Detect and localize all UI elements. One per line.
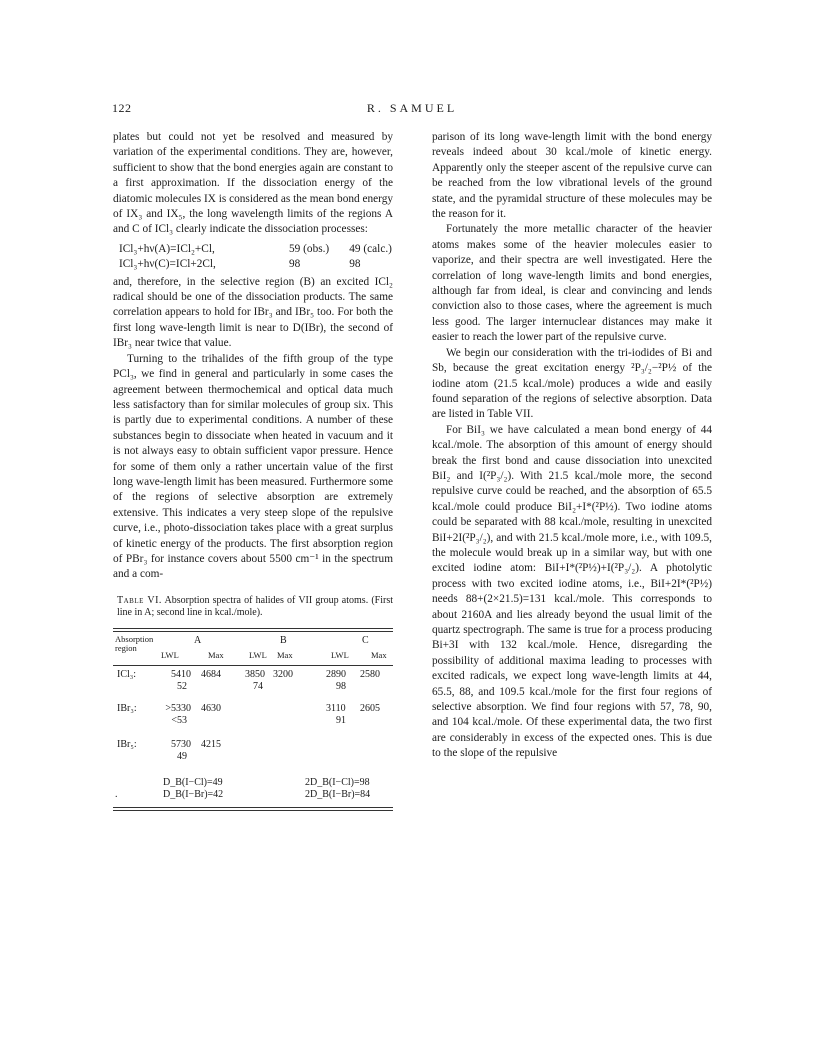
column-header-max: Max — [371, 649, 387, 660]
cell-b-max: 3200 — [273, 668, 293, 680]
equation-calculated: 98 — [349, 258, 361, 271]
footer-formula: D_B(I−Cl)=49 — [163, 776, 223, 788]
footer-bullet: . — [115, 788, 118, 800]
paragraph: For BiI₃ we have calculated a mean bond energy of 44 kcal./mole. The absorption of this amount of energy should break the first bond and cause dissociation into unexcited BiI₂ and I(²P₃/₂). With 21.5 kcal./mole more, the second repulsive curve could be reached, and the absorption of 65.5 kcal./mole could produce BiI₂+I*(²P½). Two iodine atoms could be separated with 88 kcal./mole, resulting in unexcited BiI+2I(²P₃/₂), and with 21.5 kcal./mole more, i.e., with 109.5, the molecule would break up in a similar way, but with one excited iodine atom: BiI+I*(²P½)+I(²P₃/₂). A photolytic process with two excited iodine atoms, i.e., BiI+2I*(²P½) needs 88+(2×21.5)=131 kcal./mole. This corresponds to about 2160A and lies already beyond the usual limit of the quartz spectrograph. The same is true for a process producing Bi+3I with 132 kcal./mole. Hence, disregarding the possibility of additional maxima leading to processes with excited radicals, we expect long wave-length limits at 44, 65.5, 88, and 109.5 kcal./mole for the first four regions of selective absorption. We find four regions with 57, 78, 90, and 104 kcal./mole. Of these experimental data, the two first are considerably in excess of the expected ones. This is due to the slope of the repulsive — [432, 423, 712, 760]
cell-c-max: 2605 — [360, 702, 380, 714]
table-row — [113, 669, 393, 703]
column-header-lwl: LWL — [331, 649, 349, 660]
table-row — [113, 739, 393, 773]
cell-a-max: 4215 — [201, 738, 221, 750]
equation-reaction: ICl₃+hν(C)=ICl+2Cl, — [119, 258, 216, 271]
cell-c-max: 2580 — [360, 668, 380, 680]
cell-a-kcal: 49 — [177, 750, 187, 762]
cell-b-lwl: 3850 — [245, 668, 265, 680]
equation-observed: 98 — [289, 258, 301, 271]
cell-a-lwl: 5410 — [171, 668, 191, 680]
table-row — [113, 703, 393, 739]
footer-formula: 2D_B(I−Cl)=98 — [305, 776, 370, 788]
cell-c-lwl: 2890 — [326, 668, 346, 680]
table-rule-top — [113, 628, 393, 632]
left-column — [113, 130, 393, 811]
paragraph: parison of its long wave-length limit with the bond energy reveals indeed about 30 kcal./mole of kinetic energy. Apparently only the steeper ascent of the repulsive curve can be reached from the low vibrational levels of the ground state, and the pyramidal structure of these molecules may be the reason for it. — [432, 131, 712, 221]
footer-formula: 2D_B(I−Br)=84 — [305, 788, 371, 800]
cell-c-kcal: 91 — [336, 714, 346, 726]
running-header — [112, 101, 712, 119]
table-caption — [113, 595, 393, 620]
footer-formula: D_B(I−Br)=42 — [163, 788, 224, 800]
row-label: IBr₃: — [117, 702, 137, 714]
equation-calculated: 49 (calc.) — [349, 242, 392, 255]
column-header-max: Max — [208, 649, 224, 660]
paragraph: We begin our consideration with the tri-iodides of Bi and Sb, because the great excitation energy ²P₃/₂−²P½ of the iodine atom (21.5 kcal./mole) produces a wide and easily found separation of the regions of selective absorption. Data are listed in Table VII. — [432, 346, 712, 421]
equation-block — [113, 242, 393, 273]
row-label: IBr₅: — [117, 738, 137, 750]
table-footer — [113, 777, 393, 807]
right-column — [432, 130, 712, 762]
column-group-a: A — [194, 634, 202, 646]
row-label: ICl₃: — [117, 668, 137, 680]
cell-a-kcal: <53 — [171, 714, 187, 726]
page-number: 122 — [112, 101, 132, 115]
table-label: Table VI. — [117, 594, 162, 606]
equation-observed: 59 (obs.) — [289, 242, 330, 255]
table-header — [113, 635, 393, 665]
table-rule-bottom — [113, 807, 393, 811]
cell-a-lwl: >5330 — [165, 702, 191, 714]
cell-a-lwl: 5730 — [171, 738, 191, 750]
column-header-region: Absorption region — [115, 633, 154, 653]
paragraph: Turning to the trihalides of the fifth group of the type PCl₃, we find in general and particularly in some cases the agreement between thermochemical and optical data much less satisfactory than for similar molecules of group six. This is partly due to experimental conditions. A number of these substances begin to dissociate when heated in vacuum and it is not always easy to obtain sufficient vapor pressure. Hence for some of them only a rather uncertain value of the first long wave-length limit has been measured. Furthermore some of the regions of selective absorption are extremely extensive. This indicates a very steep slope of the repulsive curve, i.e., photo-dissociation takes place with a great surplus of kinetic energy of the products. The first absorption region of PBr₃ for instance covers about 5500 cm⁻¹ in the spectrum and a com- — [113, 352, 393, 581]
cell-c-kcal: 98 — [336, 680, 346, 692]
column-header-lwl: LWL — [161, 649, 179, 660]
table-rule — [113, 665, 393, 666]
cell-a-max: 4684 — [201, 668, 221, 680]
column-header-max: Max — [277, 649, 293, 660]
paragraph: Fortunately the more metallic character of the heavier atoms makes some of the heavier molecules easier to vaporize, and their spectra are well investigated. Here the correlation of long wave-length limits and bond energies, although far from ideal, is clear and convincing and lends conviction also to those cases, where the agreement is much less good. The larger internuclear distances may make it easier to reach the lower part of the repulsive curve. — [432, 223, 712, 344]
paragraph: and, therefore, in the selective region (B) an excited ICl₂ radical should be one of the dissociation products. The same correlation appears to hold for IBr₃ and IBr₅ too. For both the first long wave-length limit is near to D(IBr), the second of IBr₃ near twice that value. — [113, 275, 393, 350]
equation-row — [119, 257, 393, 272]
cell-a-max: 4630 — [201, 702, 221, 714]
column-header-lwl: LWL — [249, 649, 267, 660]
cell-b-kcal: 74 — [253, 680, 263, 692]
column-group-b: B — [280, 634, 287, 646]
cell-a-kcal: 52 — [177, 680, 187, 692]
equation-reaction: ICl₃+hν(A)=ICl₂+Cl, — [119, 242, 215, 255]
running-head-author: R. SAMUEL — [366, 101, 458, 115]
data-table — [113, 628, 393, 811]
equation-row — [119, 242, 393, 257]
paragraph: plates but could not yet be resolved and measured by variation of the experimental conditions. They are, however, sufficient to show that the bond energies again are constant to a first approximation. If the dissociation energy of the diatomic molecules IX is considered as the mean bond energy of IX₃ and IX₅, the long wavelength limits of the regions A and C of ICl₃ clearly indicate the dissociation processes: — [113, 131, 393, 236]
column-group-c: C — [362, 634, 369, 646]
table-caption-text: Absorption spectra of halides of VII group atoms. (First line in A; second line in kcal./mole). — [117, 594, 394, 619]
cell-c-lwl: 3110 — [326, 702, 346, 714]
